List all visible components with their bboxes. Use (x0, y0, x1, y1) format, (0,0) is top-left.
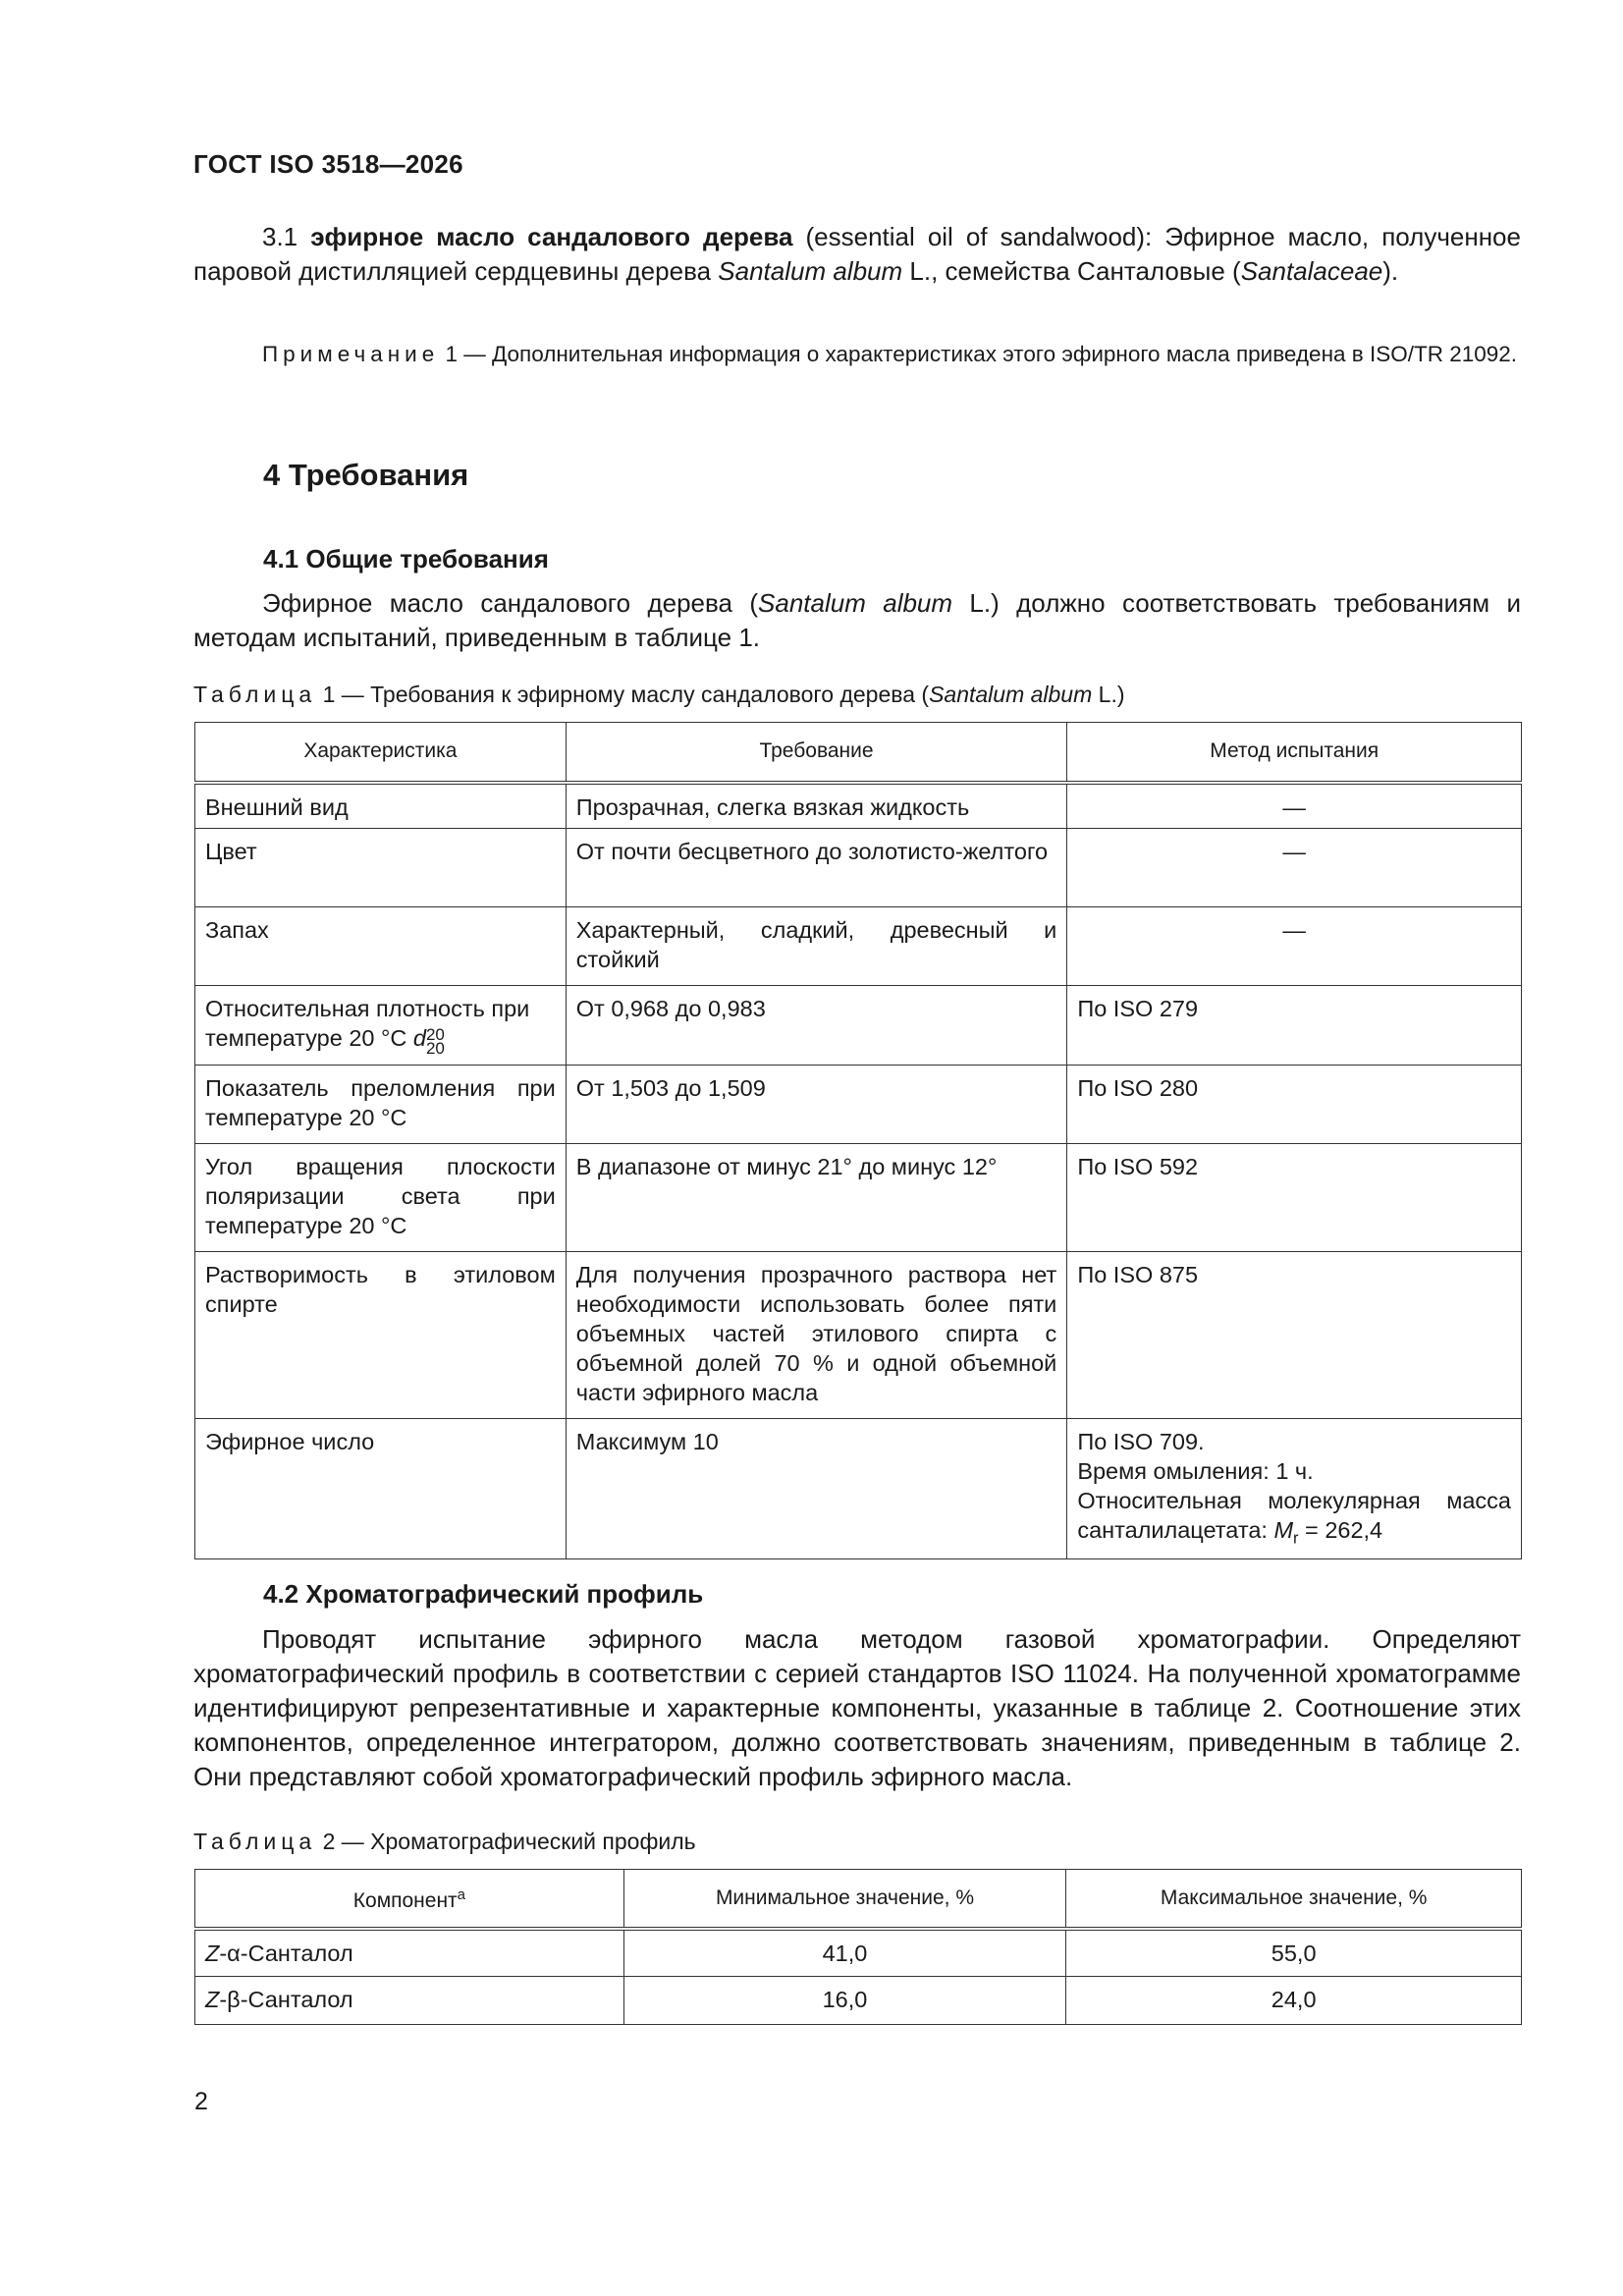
cell-requirement: Максимум 10 (566, 1418, 1067, 1559)
cell-requirement: Для получения прозрачного раствора нет необходимости использовать более пяти объемных частей этилового спирта с объемной долей 70 % и одной объемной части эфирного масла (566, 1251, 1067, 1418)
caption-text: 1 — Требования к эфирному маслу сандалового дерева ( (316, 682, 930, 707)
page-number: 2 (194, 2088, 208, 2115)
table-row (195, 985, 1522, 1065)
density-sub: 20 (425, 1038, 445, 1058)
cell-component (195, 1929, 624, 1977)
cell-characteristic: Показатель преломления при температуре 20 °C (195, 1065, 567, 1143)
cell-method: — (1067, 783, 1522, 829)
header-component (195, 1870, 624, 1929)
family-name: Santalaceae (1240, 256, 1383, 286)
caption-end: L.) (1092, 682, 1125, 707)
species-name: Santalum album (758, 588, 953, 618)
section-4-1-paragraph (193, 586, 1521, 655)
table-row (195, 1929, 1522, 1977)
table-row (195, 1977, 1522, 2025)
cell-max: 24,0 (1066, 1977, 1522, 2025)
section-4-2-paragraph: Проводят испытание эфирного масла методом газовой хроматографии. Определяют хроматографический профиль в соответствии с серией стандартов ISO 11024. На полученной хроматограмме идентифицируют репрезентативные и характерные компоненты, указанные в таблице 2. Соотношение этих компонентов, определенное интегратором, должно соответствовать значениям, приведенным в таблице 2. Они представляют собой хроматографический профиль эфирного масла. (193, 1624, 1521, 1791)
caption-label: Таблица (193, 682, 317, 707)
definition-end: ). (1382, 256, 1399, 286)
caption-species: Santalum album (929, 682, 1093, 707)
definition-3-1 (193, 220, 1521, 289)
cell-requirement: От почти бесцветного до золотисто-желтого (566, 828, 1067, 906)
density-label: Относительная плотность при температуре 20 °C (205, 995, 530, 1051)
caption-text: 2 — Хроматографический профиль (316, 1829, 696, 1854)
header-component-text: Компонент (352, 1888, 458, 1912)
cell-requirement: От 0,968 до 0,983 (566, 985, 1067, 1065)
cell-requirement: В диапазоне от минус 21° до минус 12° (566, 1143, 1067, 1251)
density-indices (425, 1024, 445, 1058)
cell-max: 55,0 (1066, 1929, 1522, 1977)
table-row (195, 783, 1522, 829)
cell-min: 41,0 (623, 1929, 1066, 1977)
header-method: Метод испытания (1067, 723, 1522, 783)
cell-characteristic: Цвет (195, 828, 567, 906)
density-sup: 20 (425, 1024, 445, 1044)
section-4-2-title: 4.2 Хроматографический профиль (263, 1579, 704, 1609)
mr-symbol: M (1273, 1516, 1294, 1543)
cell-requirement: Прозрачная, слегка вязкая жидкость (566, 783, 1067, 829)
table-1-caption (193, 682, 1125, 708)
cell-characteristic: Эфирное число (195, 1418, 567, 1559)
method-line-2: Время омыления: 1 ч. (1077, 1457, 1314, 1484)
density-symbol: d (412, 1024, 426, 1051)
greek-letter: -α- (219, 1940, 248, 1966)
cell-method: — (1067, 906, 1522, 985)
greek-letter: -β- (219, 1987, 248, 2012)
header-max: Максимальное значение, % (1066, 1870, 1522, 1929)
component-name: Санталол (247, 1987, 353, 2012)
cell-requirement: Характерный, сладкий, древесный и стойкий (566, 906, 1067, 985)
table-header-row (195, 723, 1522, 783)
cell-method (1067, 1418, 1522, 1559)
header-min: Минимальное значение, % (623, 1870, 1066, 1929)
section-4-title: 4 Требования (263, 458, 469, 492)
table-row (195, 1065, 1522, 1143)
table-row (195, 1251, 1522, 1418)
mr-value: = 262,4 (1298, 1516, 1383, 1543)
document-header: ГОСТ ISO 3518—2026 (193, 149, 463, 179)
table-header-row (195, 1870, 1522, 1929)
header-characteristic: Характеристика (195, 723, 567, 783)
cell-characteristic: Растворимость в этиловом спирте (195, 1251, 567, 1418)
cell-component (195, 1977, 624, 2025)
method-line-3 (1077, 1486, 1511, 1554)
cell-method: — (1067, 828, 1522, 906)
method-line-3-text: Относительная молекулярная масса санталилацетата: (1077, 1487, 1511, 1543)
chromatographic-profile-table (194, 1869, 1522, 2025)
definition-term: эфирное масло сандалового дерева (310, 222, 793, 251)
component-name: Санталол (247, 1940, 353, 1966)
table-row (195, 906, 1522, 985)
species-name: Santalum album (718, 256, 903, 286)
cell-method: По ISO 875 (1067, 1251, 1522, 1418)
isomer-prefix: Z (205, 1940, 220, 1966)
caption-label: Таблица (193, 1829, 317, 1854)
cell-characteristic: Угол вращения плоскости поляризации света при температуре 20 °C (195, 1143, 567, 1251)
definition-text: (essential oil of sandalwood): Эфирное масло, полученное паровой дистилляцией сердцевины дерева (193, 222, 1521, 286)
isomer-prefix: Z (205, 1987, 220, 2012)
footnote-marker: a (457, 1886, 465, 1903)
cell-min: 16,0 (623, 1977, 1066, 2025)
para-text-2: L.) должно соответствовать требованиям и методам испытаний, приведенным в таблице 1. (193, 588, 1521, 652)
note-text: 1 — Дополнительная информация о характеристиках этого эфирного масла приведена в ISO/TR 21092. (439, 342, 1518, 366)
cell-characteristic (195, 985, 567, 1065)
header-requirement: Требование (566, 723, 1067, 783)
table-row (195, 1143, 1522, 1251)
section-4-1-title: 4.1 Общие требования (263, 544, 549, 574)
cell-characteristic: Запах (195, 906, 567, 985)
cell-method: По ISO 280 (1067, 1065, 1522, 1143)
cell-method: По ISO 279 (1067, 985, 1522, 1065)
table-row (195, 1418, 1522, 1559)
note-label: Примечание (262, 342, 440, 366)
table-2-caption (193, 1829, 696, 1855)
cell-characteristic: Внешний вид (195, 783, 567, 829)
note-1 (193, 339, 1521, 370)
para-text: Эфирное масло сандалового дерева ( (262, 588, 759, 618)
method-line-1: По ISO 709. (1077, 1428, 1205, 1454)
definition-number: 3.1 (262, 222, 298, 251)
definition-text-2: L., семейства Санталовые ( (902, 256, 1241, 286)
cell-requirement: От 1,503 до 1,509 (566, 1065, 1067, 1143)
cell-method: По ISO 592 (1067, 1143, 1522, 1251)
requirements-table (194, 722, 1522, 1559)
table-row (195, 828, 1522, 906)
mr-sub: r (1293, 1529, 1299, 1548)
